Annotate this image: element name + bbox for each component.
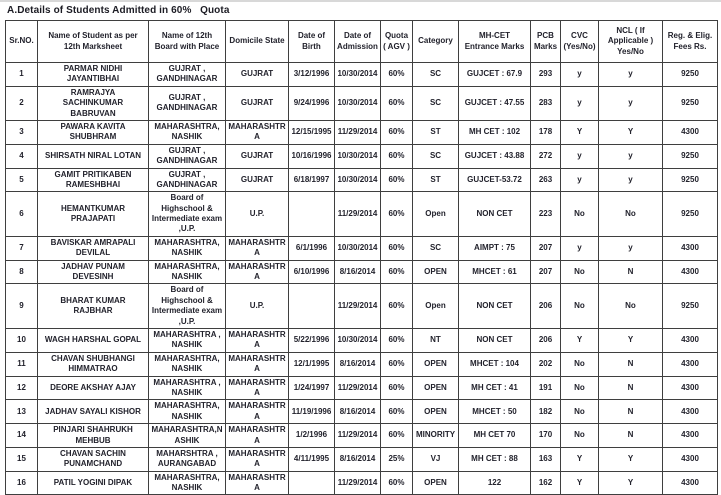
table-cell: GUJRAT , GANDHINAGAR — [149, 86, 226, 120]
table-cell: 3 — [6, 120, 38, 144]
table-cell: 6/10/1996 — [289, 260, 335, 284]
table-cell: 182 — [531, 400, 561, 424]
table-cell: 283 — [531, 86, 561, 120]
table-cell: N — [599, 376, 663, 400]
table-cell: 11/29/2014 — [335, 424, 381, 448]
table-cell: 15 — [6, 447, 38, 471]
column-header-1: Name of Student as per 12th Marksheet — [38, 21, 149, 63]
table-cell: 9 — [6, 284, 38, 329]
table-cell: GUJRAT — [226, 168, 289, 192]
table-cell: 9250 — [663, 192, 718, 237]
table-cell: 8/16/2014 — [335, 447, 381, 471]
table-cell: 60% — [381, 144, 413, 168]
table-cell: 60% — [381, 424, 413, 448]
table-row — [6, 352, 718, 376]
column-header-3: Domicile State — [226, 21, 289, 63]
table-cell: 206 — [531, 284, 561, 329]
table-cell: Board of Highschool & Intermediate exam ,U.P. — [149, 284, 226, 329]
table-cell: 11/29/2014 — [335, 376, 381, 400]
table-cell: 10/16/1996 — [289, 144, 335, 168]
column-header-0: Sr.NO. — [6, 21, 38, 63]
table-cell: OPEN — [413, 260, 459, 284]
table-cell: 60% — [381, 260, 413, 284]
table-cell: MAHARASHTRA — [226, 328, 289, 352]
table-cell: 14 — [6, 424, 38, 448]
table-cell: GUJCET : 43.88 — [459, 144, 531, 168]
table-cell: ST — [413, 120, 459, 144]
table-cell: 4300 — [663, 352, 718, 376]
table-cell: CHAVAN SHUBHANGI HIMMATRAO — [38, 352, 149, 376]
table-cell: 202 — [531, 352, 561, 376]
table-cell: Board of Highschool & Intermediate exam ,U.P. — [149, 192, 226, 237]
table-cell: MHCET : 104 — [459, 352, 531, 376]
table-cell: 60% — [381, 328, 413, 352]
table-cell: 4300 — [663, 260, 718, 284]
table-cell: 12 — [6, 376, 38, 400]
table-cell: GUJRAT — [226, 144, 289, 168]
table-cell: N — [599, 424, 663, 448]
table-cell: BAVISKAR AMRAPALI DEVILAL — [38, 236, 149, 260]
table-cell: 12/1/1995 — [289, 352, 335, 376]
table-cell: MINORITY — [413, 424, 459, 448]
table-cell: 272 — [531, 144, 561, 168]
table-cell: MAHARASHTRA — [226, 447, 289, 471]
column-header-4: Date of Birth — [289, 21, 335, 63]
table-cell: 1/24/1997 — [289, 376, 335, 400]
table-cell: 11/29/2014 — [335, 471, 381, 495]
table-cell: 60% — [381, 471, 413, 495]
table-cell: 223 — [531, 192, 561, 237]
table-cell: SC — [413, 63, 459, 87]
table-cell: 60% — [381, 284, 413, 329]
table-cell — [289, 192, 335, 237]
table-cell: 60% — [381, 236, 413, 260]
table-cell: GUJCET : 47.55 — [459, 86, 531, 120]
table-cell: 60% — [381, 86, 413, 120]
table-cell: SC — [413, 86, 459, 120]
table-cell: BHARAT KUMAR RAJBHAR — [38, 284, 149, 329]
table-cell: 10/30/2014 — [335, 63, 381, 87]
table-cell: 11/29/2014 — [335, 192, 381, 237]
table-cell: CHAVAN SACHIN PUNAMCHAND — [38, 447, 149, 471]
table-cell: 9250 — [663, 63, 718, 87]
table-cell: MHCET : 61 — [459, 260, 531, 284]
table-row — [6, 424, 718, 448]
column-header-10: CVC (Yes/No) — [561, 21, 599, 63]
table-cell: y — [561, 168, 599, 192]
table-row — [6, 144, 718, 168]
column-header-5: Date of Admission — [335, 21, 381, 63]
table-cell: 60% — [381, 376, 413, 400]
table-cell: 8 — [6, 260, 38, 284]
table-cell: Open — [413, 284, 459, 329]
table-cell: NON CET — [459, 284, 531, 329]
table-cell: MAHARSHTRA , AURANGABAD — [149, 447, 226, 471]
table-cell: MH CET : 88 — [459, 447, 531, 471]
table-cell: GUJRAT , GANDHINAGAR — [149, 168, 226, 192]
table-cell: 122 — [459, 471, 531, 495]
table-row — [6, 328, 718, 352]
table-cell: SC — [413, 144, 459, 168]
table-cell: y — [561, 86, 599, 120]
table-cell: MAHARASHTRA — [226, 471, 289, 495]
table-cell: OPEN — [413, 376, 459, 400]
table-cell: 5 — [6, 168, 38, 192]
table-cell: 1 — [6, 63, 38, 87]
table-cell: Y — [561, 120, 599, 144]
table-cell: 4300 — [663, 236, 718, 260]
table-cell: 170 — [531, 424, 561, 448]
table-cell: Y — [599, 328, 663, 352]
table-cell: SC — [413, 236, 459, 260]
table-row — [6, 236, 718, 260]
table-cell: 9/24/1996 — [289, 86, 335, 120]
table-cell: Open — [413, 192, 459, 237]
table-cell: MH CET 70 — [459, 424, 531, 448]
table-cell: DEORE AKSHAY AJAY — [38, 376, 149, 400]
table-cell: 3/12/1996 — [289, 63, 335, 87]
table-cell: MAHARASHTRA, NASHIK — [149, 120, 226, 144]
table-cell: 10/30/2014 — [335, 86, 381, 120]
table-cell: 8/16/2014 — [335, 260, 381, 284]
table-cell: N — [599, 352, 663, 376]
table-cell: PARMAR NIDHI JAYANTIBHAI — [38, 63, 149, 87]
table-row — [6, 168, 718, 192]
column-header-11: NCL ( If Applicable ) Yes/No — [599, 21, 663, 63]
table-cell: 263 — [531, 168, 561, 192]
table-cell: PATIL YOGINI DIPAK — [38, 471, 149, 495]
table-cell: y — [599, 236, 663, 260]
table-cell: No — [561, 376, 599, 400]
table-cell: MAHARASHTRA — [226, 352, 289, 376]
table-cell: 207 — [531, 236, 561, 260]
table-cell: MAHARASHTRA , NASHIK — [149, 376, 226, 400]
table-cell: WAGH HARSHAL GOPAL — [38, 328, 149, 352]
table-cell: y — [599, 86, 663, 120]
table-cell: JADHAV PUNAM DEVESINH — [38, 260, 149, 284]
admitted-students-table — [5, 20, 718, 495]
table-cell: 207 — [531, 260, 561, 284]
table-cell: NON CET — [459, 192, 531, 237]
table-row — [6, 376, 718, 400]
table-cell: 9250 — [663, 168, 718, 192]
table-cell: MAHARASHTRA, NASHIK — [149, 236, 226, 260]
table-cell: 60% — [381, 120, 413, 144]
table-cell: MAHARASHTRA — [226, 376, 289, 400]
table-cell: 8/16/2014 — [335, 400, 381, 424]
table-cell: Y — [561, 471, 599, 495]
table-cell: MAHARASHTRA , NASHIK — [149, 328, 226, 352]
table-cell: 162 — [531, 471, 561, 495]
table-cell: MAHARASHTRA — [226, 260, 289, 284]
table-cell: 6/18/1997 — [289, 168, 335, 192]
table-cell: 60% — [381, 168, 413, 192]
table-cell: Y — [561, 328, 599, 352]
table-header-row — [6, 21, 718, 63]
table-cell — [289, 284, 335, 329]
table-cell: MHCET : 50 — [459, 400, 531, 424]
table-cell: MAHARASHTRA, NASHIK — [149, 471, 226, 495]
table-row — [6, 120, 718, 144]
table-cell: PINJARI SHAHRUKH MEHBUB — [38, 424, 149, 448]
table-cell: No — [599, 284, 663, 329]
table-cell: 2 — [6, 86, 38, 120]
table-cell: 9250 — [663, 144, 718, 168]
table-cell: OPEN — [413, 400, 459, 424]
table-cell: MAHARASHTRA — [226, 424, 289, 448]
table-cell: y — [599, 63, 663, 87]
table-cell: JADHAV SAYALI KISHOR — [38, 400, 149, 424]
table-cell: 10 — [6, 328, 38, 352]
table-cell: 60% — [381, 192, 413, 237]
table-cell: 1/2/1996 — [289, 424, 335, 448]
table-cell: No — [599, 192, 663, 237]
table-cell: 4300 — [663, 120, 718, 144]
table-cell: 10/30/2014 — [335, 144, 381, 168]
table-cell: 8/16/2014 — [335, 352, 381, 376]
page-title: A.Details of Students Admitted in 60% Quota — [7, 5, 230, 16]
table-cell: GUJCET-53.72 — [459, 168, 531, 192]
table-cell: 60% — [381, 400, 413, 424]
table-cell: NON CET — [459, 328, 531, 352]
table-cell: 4300 — [663, 400, 718, 424]
table-cell: 7 — [6, 236, 38, 260]
table-cell: MAHARASHTRA — [226, 400, 289, 424]
table-cell: OPEN — [413, 352, 459, 376]
table-cell: OPEN — [413, 471, 459, 495]
table-cell: Y — [561, 447, 599, 471]
table-cell: 4300 — [663, 471, 718, 495]
table-cell: y — [561, 144, 599, 168]
table-cell: 206 — [531, 328, 561, 352]
table-cell: GUJRAT , GANDHINAGAR — [149, 63, 226, 87]
table-cell: 10/30/2014 — [335, 328, 381, 352]
table-cell: No — [561, 400, 599, 424]
table-cell: MAHARASHTRA — [226, 120, 289, 144]
table-cell: 60% — [381, 63, 413, 87]
table-cell: Y — [599, 447, 663, 471]
table-cell: 13 — [6, 400, 38, 424]
table-cell: 191 — [531, 376, 561, 400]
table-cell: No — [561, 424, 599, 448]
table-cell: No — [561, 260, 599, 284]
table-cell: No — [561, 284, 599, 329]
table-cell: MH CET : 102 — [459, 120, 531, 144]
table-cell: GUJCET : 67.9 — [459, 63, 531, 87]
table-cell: 25% — [381, 447, 413, 471]
table-cell: U.P. — [226, 284, 289, 329]
table-cell: 6 — [6, 192, 38, 237]
table-cell: 6/1/1996 — [289, 236, 335, 260]
table-cell: 4300 — [663, 447, 718, 471]
table-cell: 10/30/2014 — [335, 236, 381, 260]
table-cell: 178 — [531, 120, 561, 144]
table-cell: 4300 — [663, 376, 718, 400]
table-cell: GUJRAT — [226, 86, 289, 120]
table-cell: 4300 — [663, 424, 718, 448]
table-cell: HEMANTKUMAR PRAJAPATI — [38, 192, 149, 237]
table-row — [6, 471, 718, 495]
column-header-12: Reg. & Elig. Fees Rs. — [663, 21, 718, 63]
table-cell: y — [599, 168, 663, 192]
table-cell: y — [561, 236, 599, 260]
table-row — [6, 63, 718, 87]
table-cell: MH CET : 41 — [459, 376, 531, 400]
table-cell: 60% — [381, 352, 413, 376]
column-header-9: PCB Marks — [531, 21, 561, 63]
table-cell: AIMPT : 75 — [459, 236, 531, 260]
table-cell: Y — [599, 471, 663, 495]
table-cell: 11 — [6, 352, 38, 376]
table-cell: U.P. — [226, 192, 289, 237]
table-cell: 4 — [6, 144, 38, 168]
table-cell: 12/15/1995 — [289, 120, 335, 144]
scan-top-edge — [0, 0, 721, 2]
table-cell: 9250 — [663, 284, 718, 329]
table-cell: 11/29/2014 — [335, 284, 381, 329]
table-cell: y — [599, 144, 663, 168]
table-cell: GUJRAT — [226, 63, 289, 87]
table-row — [6, 284, 718, 329]
table-cell: N — [599, 260, 663, 284]
column-header-7: Category — [413, 21, 459, 63]
table-cell: 293 — [531, 63, 561, 87]
table-cell: 11/19/1996 — [289, 400, 335, 424]
table-cell: N — [599, 400, 663, 424]
table-cell: MAHARASHTRA, NASHIK — [149, 352, 226, 376]
table-cell: MAHARASHTRA,N ASHIK — [149, 424, 226, 448]
table-cell: 16 — [6, 471, 38, 495]
table-cell: MAHARASHTRA, NASHIK — [149, 400, 226, 424]
table-cell: 163 — [531, 447, 561, 471]
table-cell: MAHARASHTRA, NASHIK — [149, 260, 226, 284]
table-cell: 9250 — [663, 86, 718, 120]
table-row — [6, 260, 718, 284]
table-cell: 11/29/2014 — [335, 120, 381, 144]
table-cell: No — [561, 192, 599, 237]
table-cell: ST — [413, 168, 459, 192]
table-cell: 4/11/1995 — [289, 447, 335, 471]
table-cell: GUJRAT , GANDHINAGAR — [149, 144, 226, 168]
table-cell: Y — [599, 120, 663, 144]
table-cell: RAMRAJYA SACHINKUMAR BABRUVAN — [38, 86, 149, 120]
column-header-2: Name of 12th Board with Place — [149, 21, 226, 63]
table-cell — [289, 471, 335, 495]
column-header-6: Quota ( AGV ) — [381, 21, 413, 63]
table-cell: 4300 — [663, 328, 718, 352]
table-cell: y — [561, 63, 599, 87]
table-cell: 5/22/1996 — [289, 328, 335, 352]
table-row — [6, 447, 718, 471]
table-cell: No — [561, 352, 599, 376]
table-cell: GAMIT PRITIKABEN RAMESHBHAI — [38, 168, 149, 192]
table-row — [6, 400, 718, 424]
table-cell: PAWARA KAVITA SHUBHRAM — [38, 120, 149, 144]
column-header-8: MH-CET Entrance Marks — [459, 21, 531, 63]
table-cell: SHIRSATH NIRAL LOTAN — [38, 144, 149, 168]
table-cell: VJ — [413, 447, 459, 471]
table-row — [6, 192, 718, 237]
table-cell: 10/30/2014 — [335, 168, 381, 192]
table-cell: MAHARASHTRA — [226, 236, 289, 260]
table-cell: NT — [413, 328, 459, 352]
table-row — [6, 86, 718, 120]
